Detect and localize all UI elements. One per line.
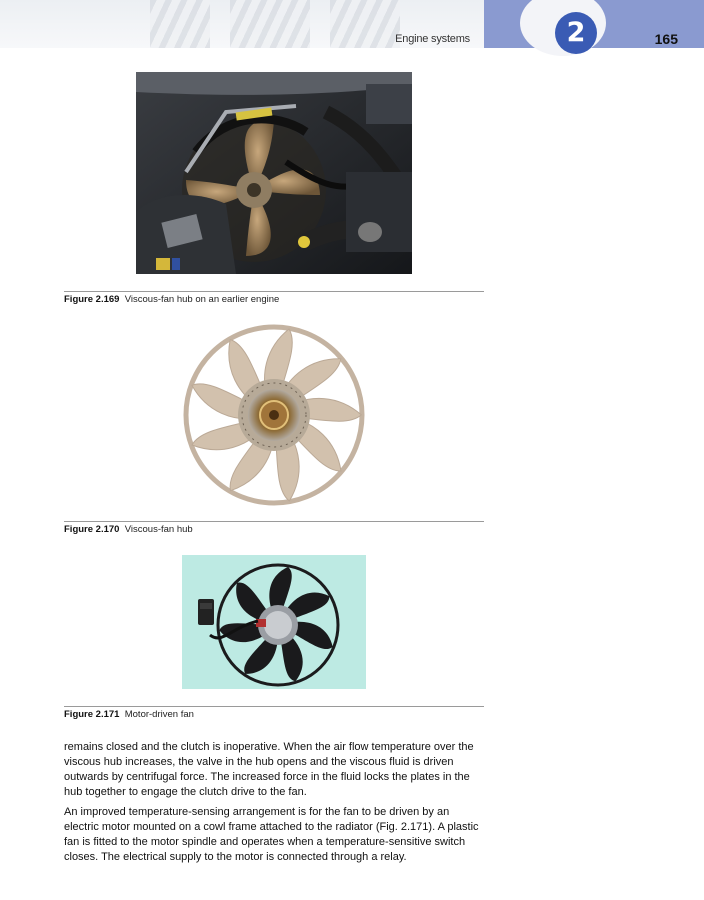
figure-caption	[64, 709, 194, 720]
figure-label: Figure 2.171	[64, 709, 120, 720]
header-band	[0, 0, 484, 48]
tyre-texture	[330, 0, 400, 48]
figure-rule	[64, 706, 484, 707]
figure-2-170-photo	[180, 322, 370, 508]
figure-caption-text: Viscous-fan hub	[124, 524, 193, 535]
figure-2-169-photo	[136, 72, 412, 274]
page-number: 165	[654, 31, 678, 47]
figure-caption	[64, 294, 279, 305]
tyre-texture	[230, 0, 310, 48]
chapter-number: 2	[555, 12, 597, 54]
electric-fan-photo-icon	[182, 555, 366, 689]
body-paragraph: remains closed and the clutch is inoperative. When the air flow temperature over the viscous hub increases, the valve in the hub opens and the viscous fluid is driven outwards by centrifugal force. The increased force in the fluid locks the plates in the hub together to engage the clutch drive to the fan.	[64, 741, 474, 798]
section-title: Engine systems	[395, 33, 470, 45]
figure-rule	[64, 521, 484, 522]
body-paragraph: An improved temperature-sensing arrangement is for the fan to be driven by an electric motor mounted on a cowl frame attached to the radiator (Fig. 2.171). A plastic fan is fitted to the motor spindle and operates when a temperature-sensitive switch closes. The electrical supply to the motor is connected through a relay.	[64, 806, 479, 863]
viscous-fan-photo-icon	[180, 322, 370, 508]
figure-2-171-photo	[182, 555, 366, 689]
engine-bay-photo-icon	[136, 72, 412, 274]
figure-caption-text: Viscous-fan hub on an earlier engine	[124, 294, 280, 305]
figure-rule	[64, 291, 484, 292]
tyre-texture	[150, 0, 210, 48]
figure-label: Figure 2.170	[64, 524, 120, 535]
figure-caption-text: Motor-driven fan	[124, 709, 194, 720]
figure-caption	[64, 524, 193, 535]
body-text	[64, 740, 484, 870]
figure-label: Figure 2.169	[64, 294, 120, 305]
